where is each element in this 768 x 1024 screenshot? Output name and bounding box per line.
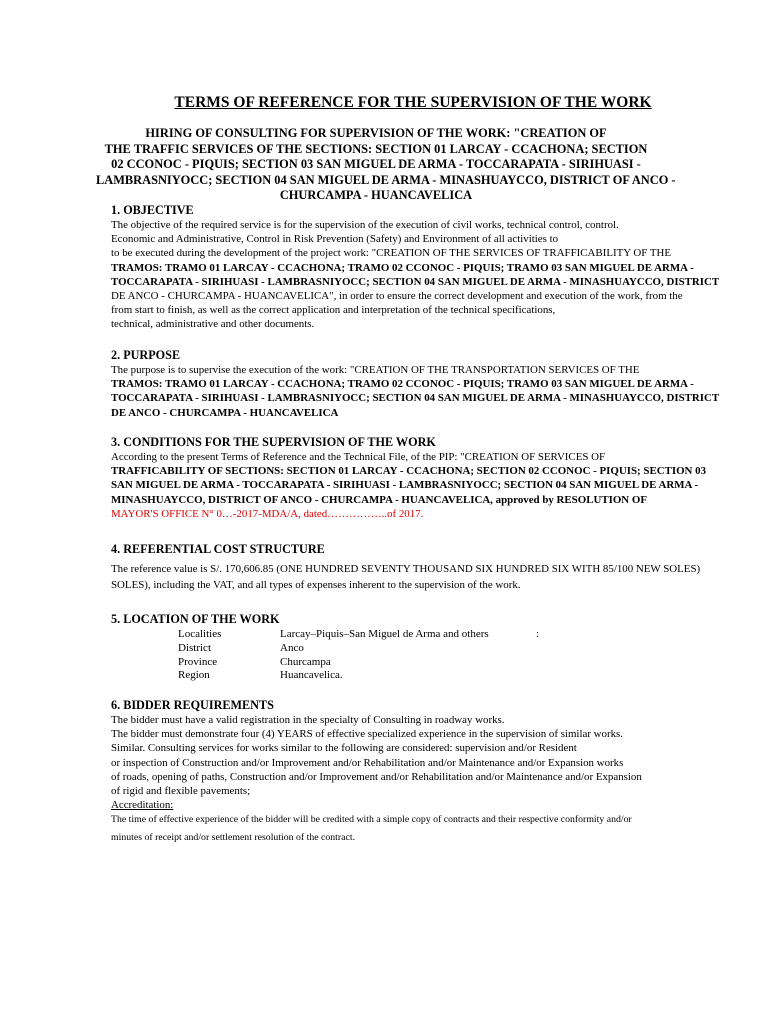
paragraph-line: Economic and Administrative, Control in Risk Prevention (Safety) and Environment of all activities to [111,233,559,246]
section-heading: 4. REFERENTIAL COST STRUCTURE [111,542,325,556]
hiring-heading [96,126,676,204]
paragraph-line: DE ANCO - CHURCAMPA - HUANCAVELICA", in order to ensure the correct development and execution of the work, from the [111,290,683,303]
paragraph-line-bold: TOCCARAPATA - SIRIHUASI - LAMBRASNIYOCC; SECTION 04 SAN MIGUEL DE ARMA - MINASHUAYCCO, DISTRICT [111,392,720,405]
paragraph-line: The objective of the required service is for the supervision of the execution of civil works, technical control, control. [111,219,619,231]
paragraph-line-bold: TRAMOS: TRAMO 01 LARCAY - CCACHONA; TRAMO 02 CCONOC - PIQUIS; TRAMO 03 SAN MIGUEL DE ARMA - [111,378,694,391]
location-key: Localities [178,628,222,640]
section-objective [111,203,763,332]
section-heading: 3. CONDITIONS FOR THE SUPERVISION OF THE WORK [111,435,436,449]
hiring-line: CHURCAMPA - HUANCAVELICA [279,188,473,203]
hiring-line: THE TRAFFIC SERVICES OF THE SECTIONS: SECTION 01 LARCAY - CCACHONA; SECTION [104,141,648,156]
paragraph-line: SOLES), including the VAT, and all types of expenses inherent to the supervision of the work. [111,579,521,592]
resolution-line: MAYOR'S OFFICE N° 0…-2017-MDA/A, dated……………..of 2017. [111,507,424,520]
hiring-line: LAMBRASNIYOCC; SECTION 04 SAN MIGUEL DE ARMA - MINASHUAYCCO, DISTRICT OF ANCO - [96,172,676,187]
paragraph-line: or inspection of Construction and/or Improvement and/or Rehabilitation and/or Maintenance and/or Expansion works [111,756,624,769]
paragraph-line-bold: TOCCARAPATA - SIRIHUASI - LAMBRASNIYOCC; SECTION 04 SAN MIGUEL DE ARMA - MINASHUAYCCO, DISTRICT [111,275,720,288]
paragraph-line-bold: MINASHUAYCCO, DISTRICT OF ANCO - CHURCAMPA - HUANCAVELICA, approved by RESOLUTION OF [111,493,648,506]
reference-value-line: The reference value is S/. 170,606.85 (ONE HUNDRED SEVENTY THOUSAND SIX HUNDRED SIX WITH 85/100 NEW SOLES) [111,563,701,575]
paragraph-line: The bidder must demonstrate four (4) YEARS of effective specialized experience in the supervision of similar works. [111,728,624,741]
section-heading: 1. OBJECTIVE [111,203,194,217]
paragraph-line-bold: TRAFFICABILITY OF SECTIONS: SECTION 01 LARCAY - CCACHONA; SECTION 02 CCONOC - PIQUIS; SECTION 03 [111,465,707,478]
section-bidder-requirements [111,698,763,845]
paragraph-line: The bidder must have a valid registration in the specialty of Consulting in roadway works. [111,714,505,726]
paragraph-line: of rigid and flexible pavements; [111,785,251,798]
paragraph-line-bold: TRAMOS: TRAMO 01 LARCAY - CCACHONA; TRAMO 02 CCONOC - PIQUIS; TRAMO 03 SAN MIGUEL DE ARMA - [111,261,694,274]
section-heading: 6. BIDDER REQUIREMENTS [111,698,274,712]
location-key: Region [178,669,210,682]
paragraph-line: from start to finish, as well as the correct application and interpretation of the technical specifications, [111,304,556,317]
section-location [111,612,763,627]
section-heading: 2. PURPOSE [111,348,181,362]
paragraph-line-bold: DE ANCO - CHURCAMPA - HUANCAVELICA [111,406,339,419]
document-title: TERMS OF REFERENCE FOR THE SUPERVISION OF THE WORK [174,94,652,111]
paragraph-line: of roads, opening of paths, Construction and/or Improvement and/or Rehabilitation and/or Maintenance and/or Expansion [111,770,642,783]
paragraph-line-small: minutes of receipt and/or settlement resolution of the contract. [111,831,356,843]
hiring-line: 02 CCONOC - PIQUIS; SECTION 03 SAN MIGUEL DE ARMA - TOCCARAPATA - SIRIHUASI - [111,157,641,172]
accreditation-label: Accreditation: [111,799,174,812]
section-cost-structure [111,542,763,592]
paragraph-line: Similar. Consulting services for works similar to the following are considered: supervision and/or Resident [111,742,577,755]
section-heading: 5. LOCATION OF THE WORK [111,612,280,626]
hiring-line: HIRING OF CONSULTING FOR SUPERVISION OF THE WORK: "CREATION OF [145,126,607,140]
paragraph-line: The purpose is to supervise the execution of the work: "CREATION OF THE TRANSPORTATION SERVICES OF THE [111,364,640,376]
section-purpose [111,348,763,420]
location-key: District [178,641,211,654]
location-value: Anco [280,641,304,654]
section-conditions [111,435,763,521]
location-value: Huancavelica. [280,669,343,682]
paragraph-line: to be executed during the development of the project work: "CREATION OF THE SERVICES OF TRAFFICABILITY OF THE [111,247,672,260]
paragraph-line: According to the present Terms of Reference and the Technical File, of the PIP: "CREATION OF SERVICES OF [111,451,606,463]
paragraph-line-small: The time of effective experience of the bidder will be credited with a simple copy of contracts and their respective conformity and/or [111,814,632,826]
location-value: Churcampa [280,655,331,668]
location-key: Province [178,655,218,668]
location-colon: : [536,628,540,640]
paragraph-line-bold: SAN MIGUEL DE ARMA - TOCCARAPATA - SIRIHUASI - LAMBRASNIYOCC; SECTION 04 SAN MIGUEL DE ARMA - [111,479,699,492]
location-value: Larcay–Piquis–San Miguel de Arma and others [280,628,489,640]
paragraph-line: technical, administrative and other documents. [111,318,315,331]
